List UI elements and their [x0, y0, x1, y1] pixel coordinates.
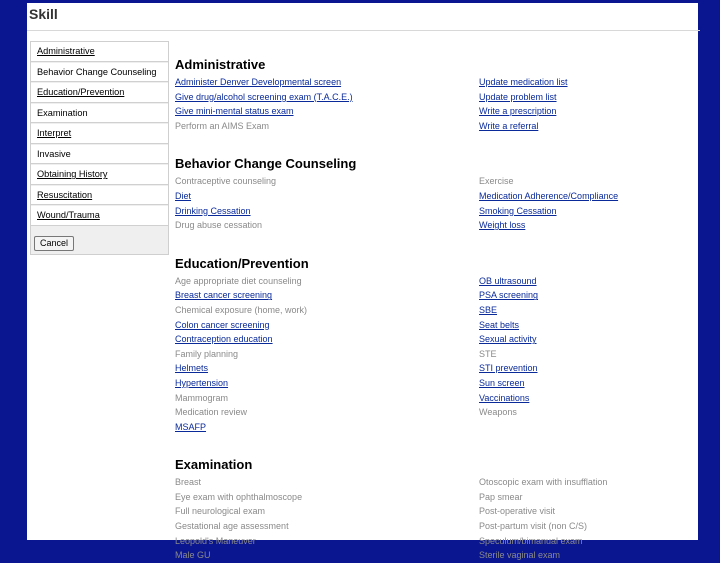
skill-item: Mammogram [175, 392, 229, 403]
skill-link[interactable]: Helmets [175, 363, 209, 374]
skill-link[interactable]: Sun screen [479, 377, 525, 388]
sidebar-item-label: Behavior Change Counseling [37, 66, 157, 77]
skill-item: Pap smear [479, 491, 523, 502]
skill-item: Speculum/bimanual exam [479, 535, 583, 546]
column-left [175, 75, 479, 133]
sidebar-item-invasive[interactable] [31, 145, 168, 165]
skill-link[interactable]: Write a prescription [479, 106, 557, 117]
sidebar-item-label: Obtaining History [37, 169, 108, 179]
skill-item: Eye exam with ophthalmoscope [175, 491, 303, 502]
skill-link[interactable]: Update medication list [479, 77, 568, 87]
skill-item: Full neurological exam [175, 506, 266, 517]
sidebar-item-label: Education/Prevention [37, 87, 125, 97]
skill-link[interactable]: Diet [175, 190, 192, 201]
skill-item: Exercise [479, 176, 514, 187]
skill-link[interactable]: Sexual activity [479, 334, 537, 345]
section-title: Education/Prevention [175, 255, 309, 271]
section-examination [175, 455, 695, 563]
column-right [479, 274, 695, 435]
sidebar-item-administrative[interactable] [31, 42, 168, 62]
sidebar-item-label: Administrative [37, 46, 95, 56]
skill-link[interactable]: Breast cancer screening [175, 290, 273, 301]
sidebar-item-examination[interactable] [31, 104, 168, 124]
skill-link[interactable]: Update problem list [479, 91, 557, 102]
skill-link[interactable]: Colon cancer screening [175, 319, 270, 330]
skill-link[interactable]: STI prevention [479, 363, 538, 374]
skill-link[interactable]: Medication Adherence/Compliance [479, 190, 619, 201]
section-items [175, 75, 695, 133]
skill-link[interactable]: MSAFP [175, 421, 207, 432]
skill-item: Post-operative visit [479, 506, 556, 517]
skill-item: Family planning [175, 348, 239, 359]
skill-link[interactable]: Write a referral [479, 120, 539, 131]
skill-link[interactable]: Drinking Cessation [175, 205, 251, 216]
sidebar-item-label: Invasive [37, 148, 71, 159]
column-right [479, 475, 695, 563]
skill-link[interactable]: Smoking Cessation [479, 205, 557, 216]
column-right [479, 75, 695, 133]
section-gap [175, 133, 695, 152]
sidebar-item-interpret[interactable] [31, 124, 168, 144]
skill-item: Male GU [175, 550, 211, 561]
skill-link[interactable]: OB ultrasound [479, 275, 537, 286]
skill-link[interactable]: PSA screening [479, 290, 539, 301]
sidebar-item-resuscitation[interactable] [31, 186, 168, 206]
section-administrative [175, 55, 695, 152]
section-gap [175, 434, 695, 453]
section-education-prevention [175, 254, 695, 454]
skill-link[interactable]: Administer Denver Developmental screen [175, 77, 342, 87]
section-items [175, 174, 695, 232]
skill-link[interactable]: Weight loss [479, 220, 526, 231]
skill-content [175, 53, 695, 563]
skill-link[interactable]: Seat belts [479, 319, 520, 330]
sidebar [30, 41, 169, 255]
sidebar-item-label: Interpret [37, 128, 72, 138]
skill-item: Post-partum visit (non C/S) [479, 521, 588, 532]
column-left [175, 174, 479, 232]
skill-item: Medication review [175, 407, 248, 418]
section-title: Examination [175, 457, 253, 473]
section-behavior-change-counseling [175, 154, 695, 251]
skill-link[interactable]: Give mini-mental status exam [175, 106, 294, 117]
column-left [175, 475, 479, 563]
skill-link[interactable]: SBE [479, 304, 498, 315]
column-right [479, 174, 695, 232]
sidebar-item-obtaining-history[interactable] [31, 165, 168, 185]
skill-link[interactable]: Hypertension [175, 377, 229, 388]
skill-item: Chemical exposure (home, work) [175, 304, 308, 315]
skill-window [27, 3, 698, 561]
section-title: Behavior Change Counseling [175, 156, 357, 172]
skill-link[interactable]: Vaccinations [479, 392, 530, 403]
sidebar-list [31, 42, 168, 226]
sidebar-item-label: Examination [37, 107, 88, 118]
skill-item: Sterile vaginal exam [479, 550, 561, 561]
skill-item: Drug abuse cessation [175, 220, 263, 231]
skill-link[interactable]: Contraception education [175, 334, 273, 345]
skill-item: Gestational age assessment [175, 521, 289, 532]
skill-item: Breast [175, 477, 202, 488]
skill-item: Age appropriate diet counseling [175, 275, 302, 286]
skill-item: STE [479, 348, 497, 359]
skill-item: Contraceptive counseling [175, 176, 277, 187]
sidebar-item-education-prevention[interactable] [31, 83, 168, 103]
section-items [175, 475, 695, 563]
cancel-button[interactable]: Cancel [34, 236, 74, 251]
sidebar-item-label: Resuscitation [37, 189, 93, 200]
skill-item: Perform an AIMS Exam [175, 120, 270, 131]
sidebar-item-wound-trauma[interactable] [31, 206, 168, 226]
sidebar-item-behavior-change-counseling[interactable] [31, 63, 168, 83]
section-gap [175, 233, 695, 252]
skill-item: Otoscopic exam with insufflation [479, 477, 608, 488]
skill-item: Weapons [479, 407, 517, 418]
page-title: Skill [27, 6, 700, 28]
section-title: Administrative [175, 57, 266, 72]
section-items [175, 274, 695, 435]
sidebar-item-label: Wound/Trauma [37, 210, 100, 220]
column-left [175, 274, 479, 435]
skill-link[interactable]: Give drug/alcohol screening exam (T.A.C.E.) [175, 91, 353, 102]
skill-item: Leopold's Maneuver [175, 535, 256, 546]
